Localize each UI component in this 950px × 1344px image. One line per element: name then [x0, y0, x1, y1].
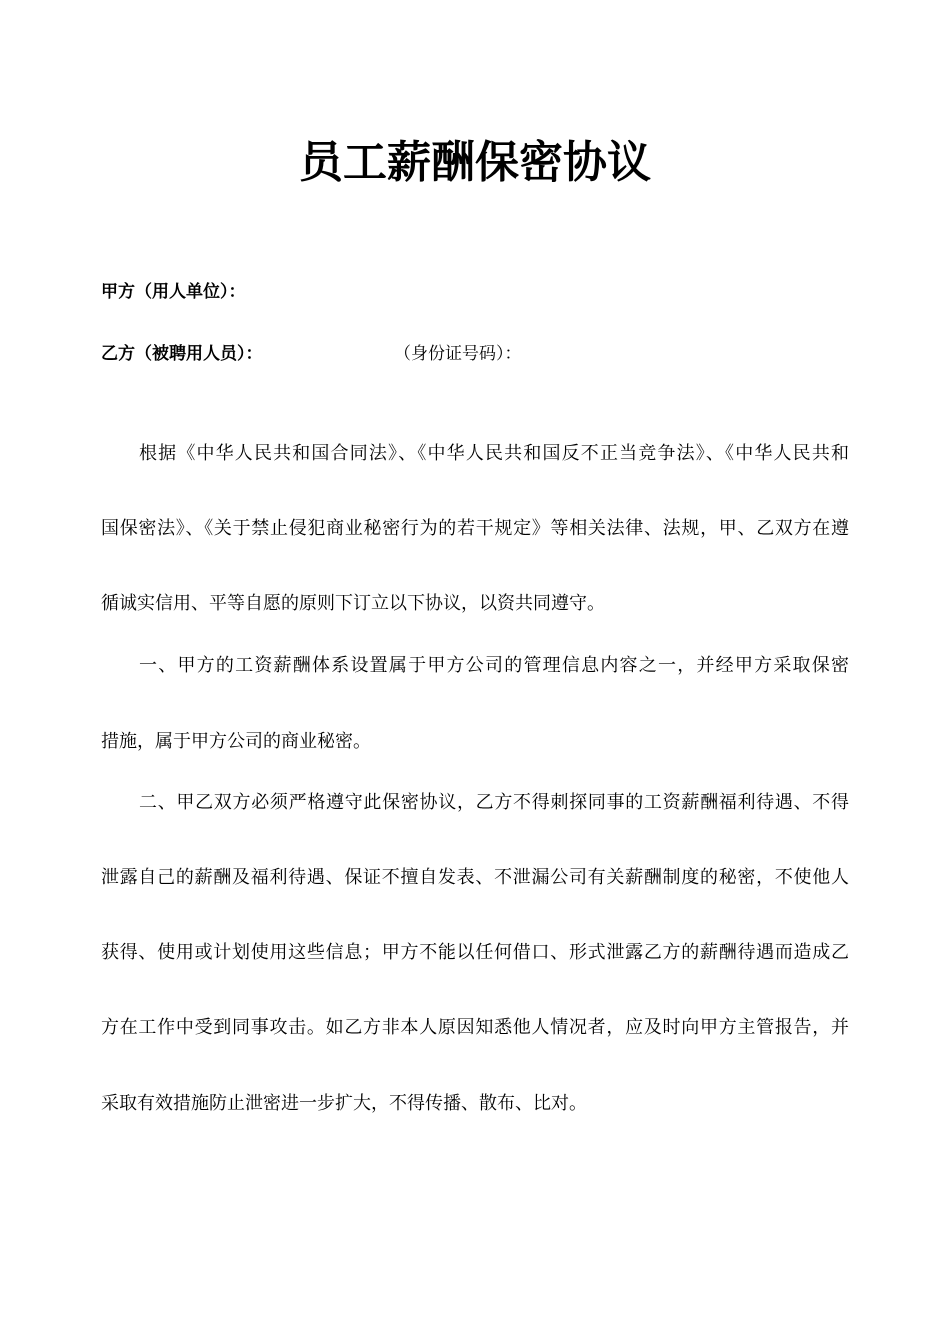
- paragraph-3-line-2: 泄露自己的薪酬及福利待遇、保证不擅自发表、不泄漏公司有关薪酬制度的秘密，不使他人: [101, 867, 849, 888]
- paragraph-3-line-1: 二、甲乙双方必须严格遵守此保密协议，乙方不得刺探同事的工资薪酬福利待遇、不得: [139, 792, 849, 813]
- document-title: 员工薪酬保密协议: [299, 137, 651, 188]
- paragraph-1-line-3: 循诚实信用、平等自愿的原则下订立以下协议，以资共同遵守。: [101, 593, 605, 614]
- paragraph-1-line-2: 国保密法》、《关于禁止侵犯商业秘密行为的若干规定》等相关法律、法规，甲、乙双方在遵: [101, 518, 849, 539]
- paragraph-3-line-3: 获得、使用或计划使用这些信息；甲方不能以任何借口、形式泄露乙方的薪酬待遇而造成乙: [101, 942, 849, 963]
- paragraph-3-line-5: 采取有效措施防止泄密进一步扩大，不得传播、散布、比对。: [101, 1093, 587, 1114]
- party-b-label: 乙方（被聘用人员）：: [101, 344, 263, 364]
- id-number-label: （身份证号码）：: [394, 344, 522, 364]
- paragraph-1-line-1: 根据《中华人民共和国合同法》、《中华人民共和国反不正当竞争法》、《中华人民共和: [139, 443, 849, 464]
- party-a-label: 甲方（用人单位）：: [101, 282, 246, 302]
- paragraph-2-line-2: 措施，属于甲方公司的商业秘密。: [101, 731, 371, 752]
- paragraph-2-line-1: 一、甲方的工资薪酬体系设置属于甲方公司的管理信息内容之一，并经甲方采取保密: [139, 655, 849, 676]
- paragraph-3-line-4: 方在工作中受到同事攻击。如乙方非本人原因知悉他人情况者，应及时向甲方主管报告，并: [101, 1017, 849, 1038]
